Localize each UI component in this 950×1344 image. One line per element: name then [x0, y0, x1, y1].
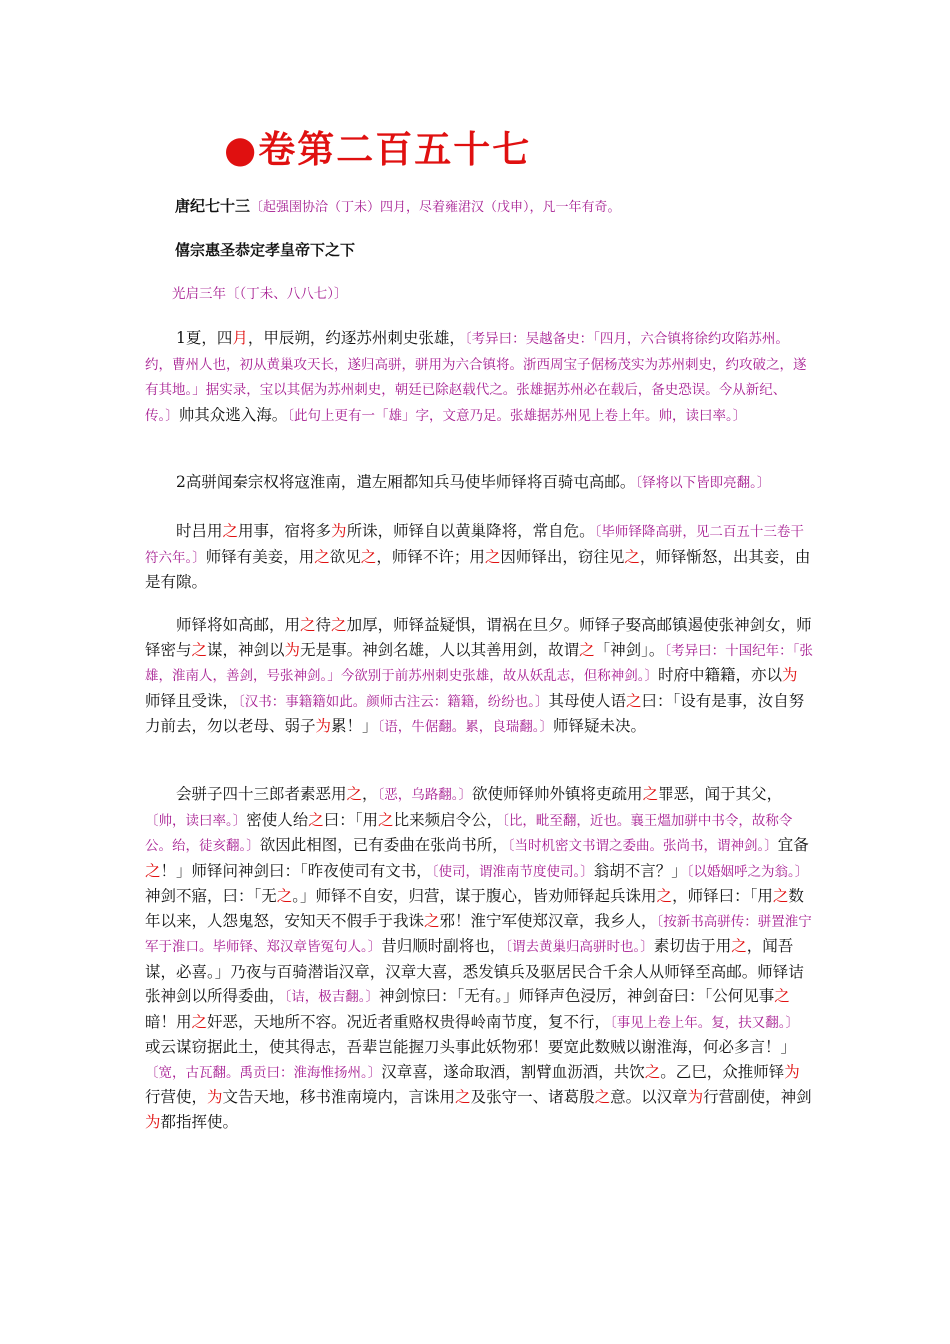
commentary-note: 〔比，毗至翻，近也。襄王熅加骈中书令，故称令公。绐，徒亥翻。〕	[145, 812, 793, 854]
annotated-char: 之	[424, 911, 440, 930]
annotated-char: 之	[455, 1088, 471, 1106]
body-text: ，师铎不许；用	[376, 547, 485, 566]
commentary-note: 〔恶，乌路翻。〕	[377, 787, 473, 803]
annotated-char: 之	[308, 810, 324, 829]
body-text: ，	[362, 785, 378, 803]
commentary-note: 〔谓去黄巢归高骈时也。〕	[505, 939, 654, 955]
paragraph-2	[145, 470, 813, 496]
body-text: 欲使师铎帅外镇将吏疏用	[472, 785, 643, 803]
commentary-note: 〔按新书高骈传：骈置淮宁军于淮口。毕师铎、郑汉章皆冤句人。〕	[145, 913, 812, 955]
annotated-char: 之	[594, 1088, 611, 1106]
body-text: 用事，宿将多	[238, 522, 332, 540]
body-text: 汉章喜，遂命取酒，割臂血沥酒，共饮	[381, 1062, 645, 1081]
body-text: 意。以汉章	[610, 1088, 688, 1106]
annotated-char: 之	[145, 861, 161, 880]
commentary-note: 〔宽，古瓦翻。禹贡曰：淮海惟扬州。〕	[145, 1064, 382, 1081]
body-text: 师铎疑未决。	[553, 717, 647, 735]
body-text: 曰：「设有是事，汝自努力前去，勿以老母、弱子	[145, 691, 805, 735]
body-text: 密使人绐	[246, 810, 309, 829]
era-line: 光启三年〔（丁未、八八七）〕	[172, 286, 348, 302]
body-text: 素切齿于用	[653, 937, 732, 955]
emperor-title: 僖宗惠圣恭定孝皇帝下之下	[175, 241, 356, 259]
body-text: 邪！淮宁军使郑汉章，我乡人，	[439, 911, 657, 930]
body-text: 累！」	[331, 717, 378, 735]
commentary-note: 〔汉书：事籍籍如此。颜师古注云：籍籍，纷纷也。〕	[238, 693, 549, 710]
annotated-char: 为	[784, 1062, 800, 1081]
body-text: 神剑惊曰：「无有。」师铎声色浸厉，神剑奋曰：「公何见事	[379, 987, 775, 1005]
annotated-char: 之	[300, 616, 316, 634]
commentary-note: 〔当时机密文书谓之委曲。张尚书，谓神剑。〕	[507, 838, 778, 854]
annotated-char: 之	[626, 691, 642, 710]
chronicle-label: 唐纪七十三	[175, 197, 251, 215]
annotated-char: 为	[145, 1112, 161, 1131]
body-text: 加厚，师铎益疑惧，谓祸在旦夕。师铎子娶高邮镇遏使张神剑女，师铎密与	[145, 616, 812, 659]
annotated-char: 为	[782, 666, 798, 684]
body-text: 罪恶，闻于其父，	[658, 785, 783, 803]
body-text: 或云谋窃据此土，使其得志，吾辈岂能握刀头事此妖物邪！要宽此数贼以谢淮海，何必多言！」	[145, 1038, 797, 1056]
commentary-note: 〔诘，极吉翻。〕	[284, 989, 380, 1005]
annotated-char: 之	[731, 937, 747, 955]
emperor-header	[175, 238, 355, 262]
commentary-note: 〔铎将以下皆即亮翻。〕	[635, 475, 771, 491]
body-text: 师铎有美妾，用	[205, 547, 315, 566]
annotated-char: 之	[656, 887, 673, 905]
annotated-char: 之	[624, 547, 640, 566]
commentary-note: 〔此句上更有一「雄」字，文意乃足。张雄据苏州见上卷上年。帅，读曰率。〕	[287, 407, 747, 424]
chronicle-header	[175, 194, 621, 220]
annotated-char: 之	[484, 547, 501, 566]
annotated-char: 之	[331, 616, 347, 634]
body-text: 都指挥使。	[160, 1112, 239, 1131]
body-text: 时府中籍籍，亦以	[658, 666, 783, 684]
body-text: 谋，神剑以	[207, 640, 285, 659]
body-text: 帅其众逃入海。	[178, 405, 288, 424]
commentary-note: 〔事见上卷上年。复，扶又翻。〕	[610, 1014, 800, 1031]
annotated-char: 之	[774, 987, 790, 1005]
body-text: 暗！用	[145, 1012, 192, 1031]
commentary-note: 〔考异曰：十国纪年：「张雄，淮南人，善剑，号张神剑。」今欲别于前苏州刺史张雄，故从妖乱志，但称神剑。〕	[145, 642, 813, 684]
body-text: 行营副使，神剑	[703, 1088, 812, 1106]
body-text: 无是事。神剑名雄，人以其善用剑，故谓	[300, 640, 580, 659]
annotated-char: 之	[579, 640, 595, 659]
body-text: 曰：「用	[323, 810, 379, 829]
paragraph-1	[145, 326, 813, 428]
body-text: 。乙巳，众推师铎	[660, 1062, 785, 1081]
body-text: 及张守一、诸葛殷	[470, 1088, 595, 1106]
body-text: 。」师铎不自安，归营，谋于腹心，皆劝师铎起兵诛用	[292, 887, 657, 905]
body-text: 师铎且受诛，	[145, 691, 239, 710]
commentary-note: 〔以婚姻呼之为翁。〕	[686, 863, 809, 880]
body-text: 待	[315, 616, 332, 634]
commentary-note: 〔使司，谓淮南节度使司。〕	[431, 863, 594, 880]
chronicle-note: 〔起强圉协洽（丁未）四月，尽着雍涒汉（戊申），凡一年有奇。	[250, 200, 621, 215]
body-text: 「神剑」。	[594, 640, 665, 659]
annotated-char: 之	[191, 1012, 208, 1031]
body-text: ，甲辰朔，约逐苏州刺史张雄，	[247, 329, 465, 347]
paragraph-5	[145, 782, 813, 1134]
body-text: 宜备	[777, 836, 809, 854]
body-text: 欲因此相图，已有委曲在张尚书所，	[259, 836, 508, 854]
body-text: 2高骈闻秦宗权将寇淮南，遣左厢都知兵马使毕师铎将百骑屯高邮。	[176, 473, 636, 491]
commentary-note: 〔帅，读曰率。〕	[145, 812, 247, 829]
annotated-char: 为	[284, 640, 301, 659]
paragraph-3	[145, 519, 813, 595]
body-text: ，师铎曰：「用	[672, 887, 773, 905]
annotated-char: 之	[222, 522, 239, 540]
body-text: 数年以来，人怨鬼怒，安知天不假手于我诛	[145, 887, 804, 930]
body-text: 神剑不寤，曰：「无	[145, 887, 277, 905]
annotated-char: 之	[644, 1062, 661, 1081]
body-text: 会骈子四十三郎者素恶用	[176, 785, 347, 803]
body-text: 行营使，	[145, 1088, 208, 1106]
body-text: ，闻吾谋，必喜。」乃夜与百骑潜诣汉章，汉章大喜，悉发镇兵及驱居民合千余人从师铎至高邮。师铎诘张神剑以所得委曲，	[145, 937, 804, 1005]
annotated-char: 之	[276, 887, 293, 905]
body-text: 时吕用	[176, 522, 223, 540]
body-text: 1夏，四	[176, 329, 233, 347]
paragraph-4	[145, 613, 813, 740]
body-text: ！」师铎问神剑曰：「昨夜使司有文书，	[160, 861, 432, 880]
body-text: 奸恶，天地所不容。况近者重赂权贵得岭南节度，复不行，	[207, 1012, 611, 1031]
annotated-char: 为	[687, 1088, 704, 1106]
annotated-char: 月	[232, 329, 248, 347]
body-text: ，师铎惭怒，出其妾，由是有隙。	[145, 547, 811, 591]
body-text: 比来频启令公，	[393, 810, 503, 829]
commentary-note: 〔毕师铎降高骈，见二百五十三卷干符六年。〕	[145, 524, 804, 566]
body-text: 其母使人语	[548, 691, 627, 710]
annotated-char: 之	[642, 785, 659, 803]
annotated-char: 之	[346, 785, 363, 803]
annotated-char: 之	[360, 547, 377, 566]
annotated-char: 为	[315, 717, 332, 735]
body-text: 师铎将如高邮，用	[176, 616, 301, 634]
body-text: 所诛，师铎自以黄巢降将，常自危。	[346, 522, 595, 540]
annotated-char: 为	[331, 522, 347, 540]
body-text: 翁胡不言？」	[593, 861, 687, 880]
commentary-note: 〔语，牛倨翻。累，良瑞翻。〕	[377, 719, 554, 735]
body-text: 欲见	[329, 547, 361, 566]
annotated-char: 之	[378, 810, 394, 829]
body-text: 因师铎出，窃往见	[500, 547, 625, 566]
body-text: 昔归顺时副将也，	[381, 937, 506, 955]
annotated-char: 为	[207, 1088, 223, 1106]
annotated-char: 之	[772, 887, 789, 905]
annotated-char: 之	[191, 640, 208, 659]
commentary-note: 〔考异曰：吴越备史：「四月，六合镇将徐约攻陷苏州。约，曹州人也，初从黄巢攻天长，遂归高骈，骈用为六合镇将。浙西周宝子倨杨茂实为苏州刺史，约攻破之，遂有其地。」据实录，宝以其倨为苏州刺史，朝廷已除赵载代之。张雄据苏州必在载后，备史恐误。今从新纪、传。〕	[145, 331, 807, 424]
annotated-char: 之	[314, 547, 330, 566]
volume-title: ●卷第二百五十七	[224, 127, 532, 171]
body-text: 文告天地，移书淮南境内，言诛用	[222, 1088, 456, 1106]
